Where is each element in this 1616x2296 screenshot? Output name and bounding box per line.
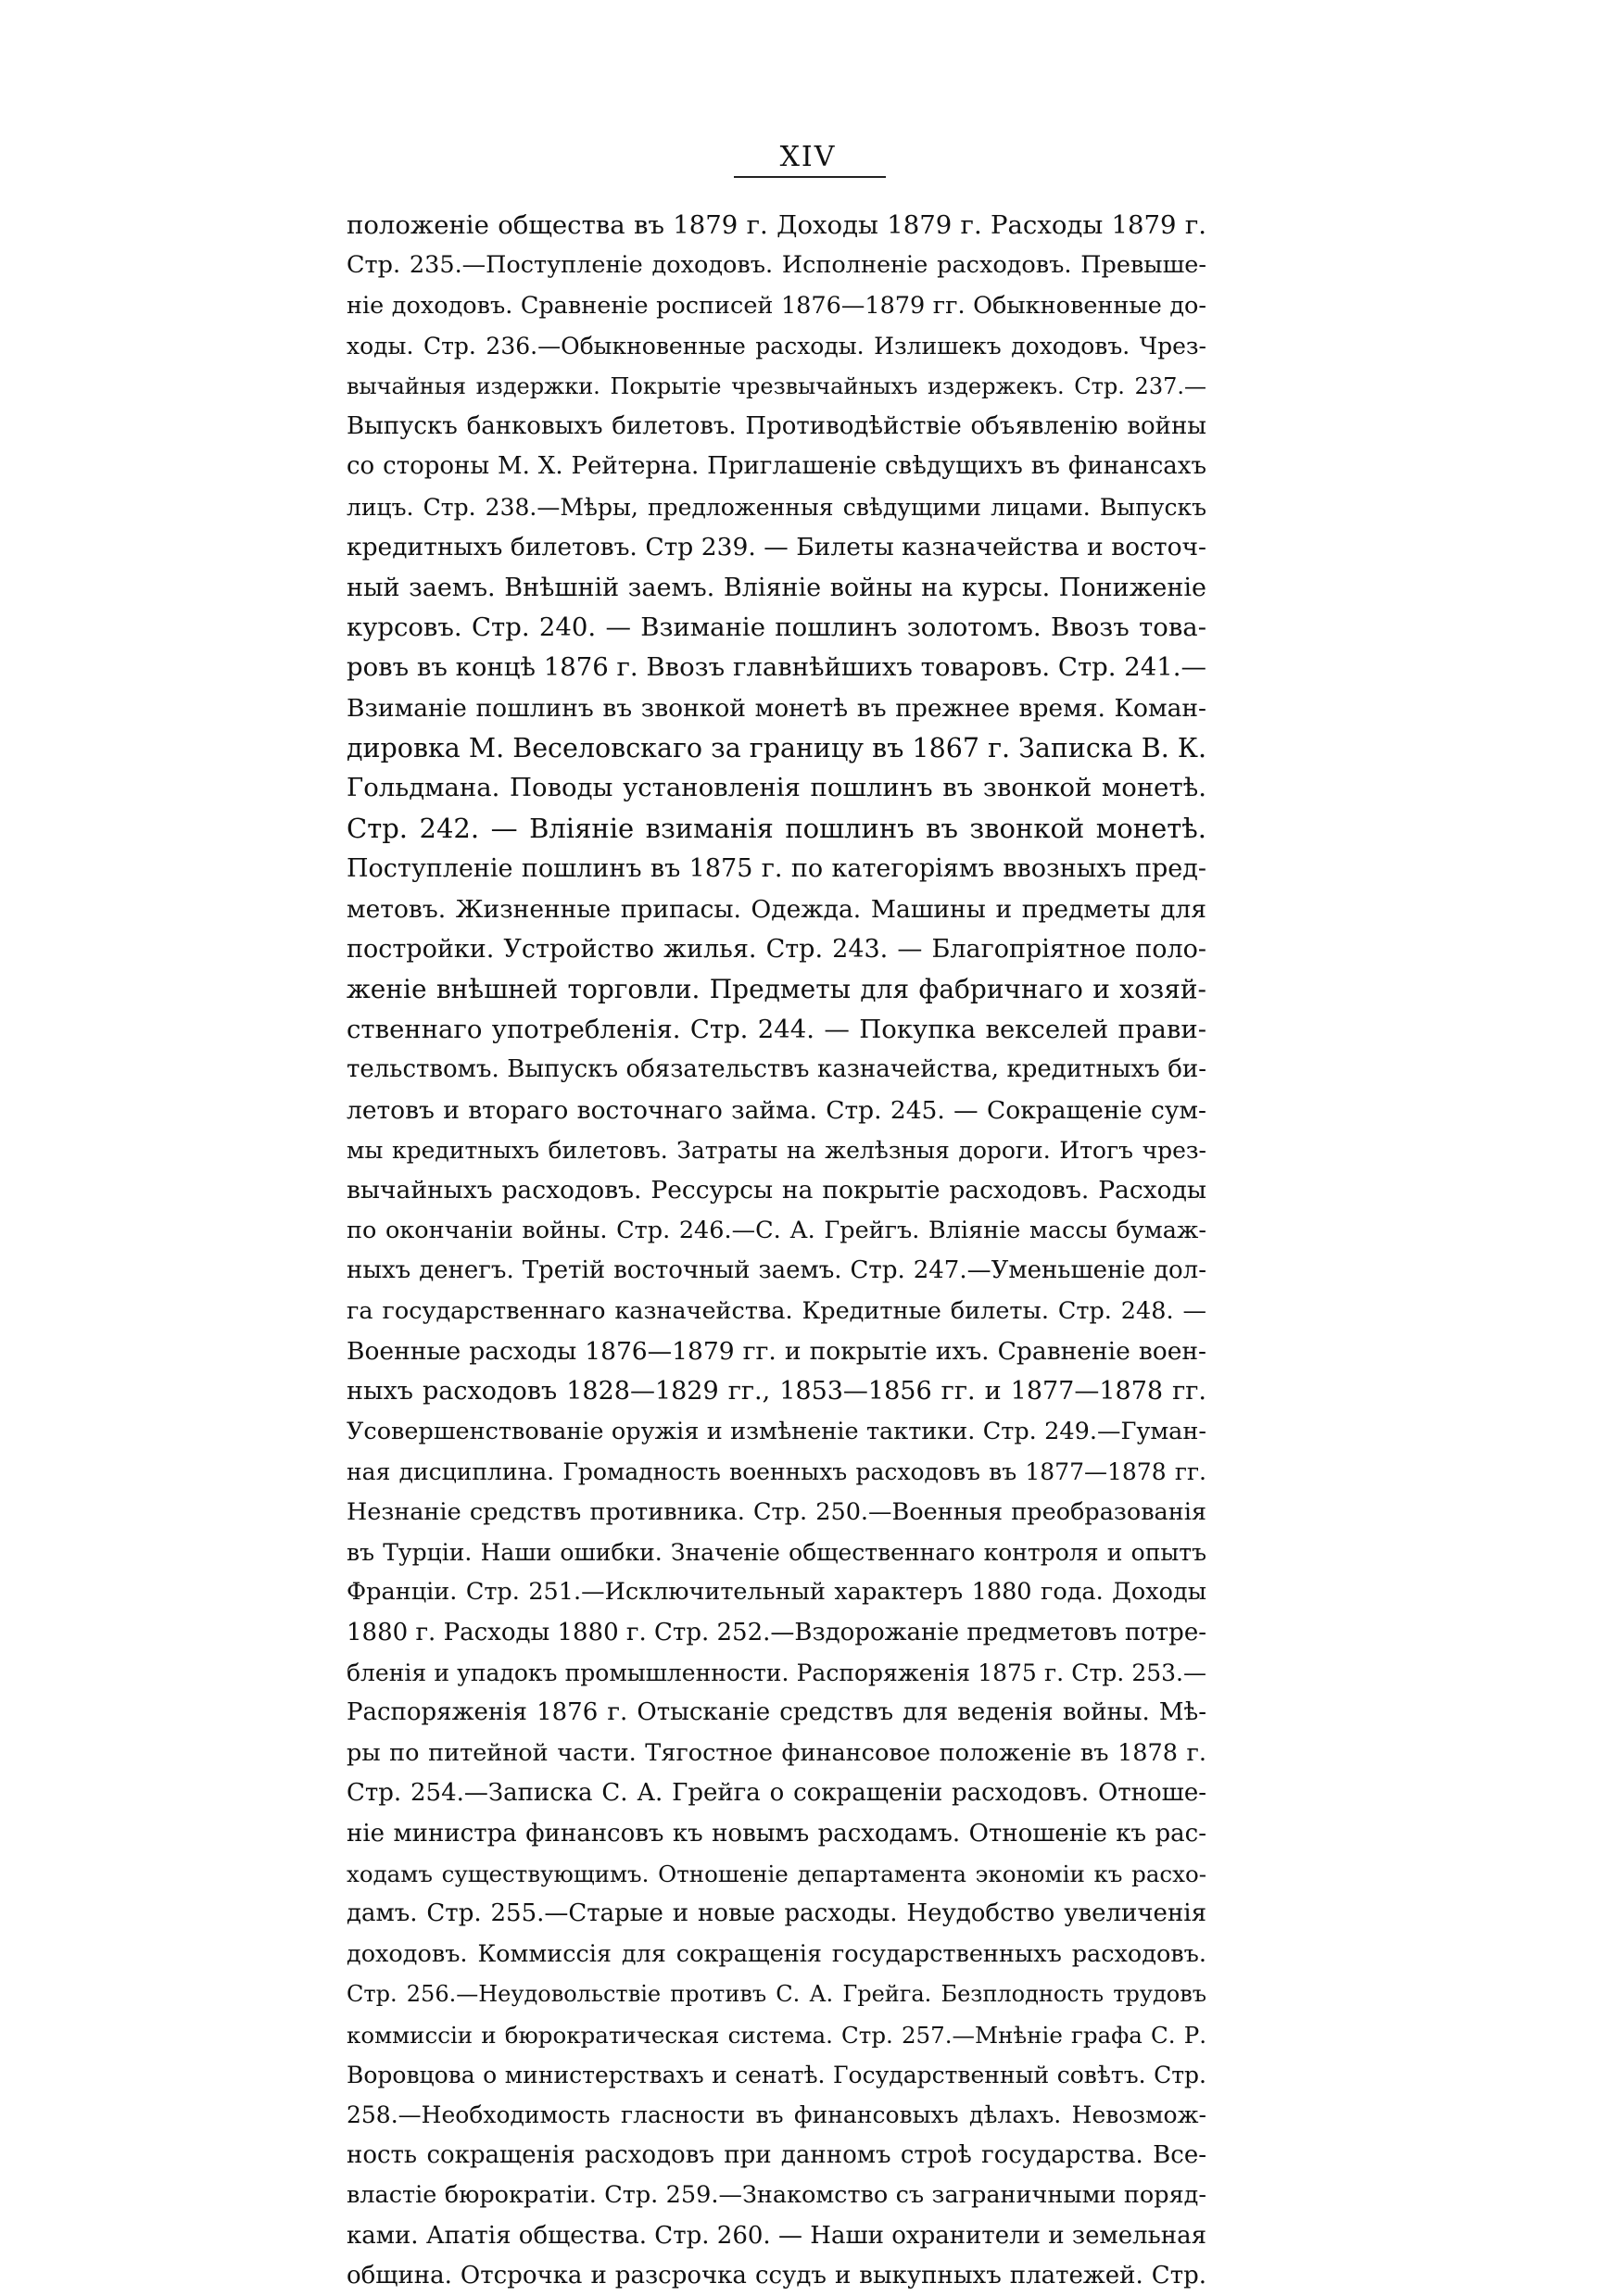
text-line: по окончаніи войны. Стр. 246.—С. А. Грейгъ. Вліяніе массы бумаж- bbox=[347, 1216, 1206, 1244]
text-line: ками. Апатія общества. Стр. 260. — Наши охранители и земельная bbox=[347, 2221, 1206, 2250]
text-line: въ Турціи. Наши ошибки. Значеніе общественнаго контроля и опытъ bbox=[347, 1538, 1206, 1566]
text-line: вычайныя издержки. Покрытіе чрезвычайныхъ издержекъ. Стр. 237.— bbox=[347, 372, 1206, 399]
text-line: коммиссіи и бюрократическая система. Стр. 257.—Мнѣніе графа С. Р. bbox=[347, 2021, 1206, 2049]
text-line: властіе бюрократіи. Стр. 259.—Знакомство съ заграничными поряд- bbox=[347, 2181, 1206, 2210]
text-line: дамъ. Стр. 255.—Старые и новые расходы. Неудобство увеличенія bbox=[347, 1899, 1206, 1928]
text-line: 258.—Необходимость гласности въ финансовыхъ дѣлахъ. Невозмож- bbox=[347, 2101, 1206, 2129]
text-line: тельствомъ. Выпускъ обязательствъ казначейства, кредитныхъ би- bbox=[347, 1055, 1206, 1084]
text-line: Поступленіе пошлинъ въ 1875 г. по категоріямъ ввозныхъ пред- bbox=[347, 854, 1206, 884]
text-line: дировка М. Веселовскаго за границу въ 1867 г. Записка В. К. bbox=[347, 733, 1206, 764]
text-line: доходовъ. Коммиссія для сокращенія государственныхъ расходовъ. bbox=[347, 1939, 1206, 1968]
text-line: ственнаго употребленія. Стр. 244. — Покупка векселей прави- bbox=[347, 1014, 1206, 1044]
text-line: ходы. Стр. 236.—Обыкновенные расходы. Излишекъ доходовъ. Чрез- bbox=[347, 333, 1206, 360]
text-line: Распоряженія 1876 г. Отысканіе средствъ для веденія войны. Мѣ- bbox=[347, 1698, 1206, 1727]
text-line: постройки. Устройство жилья. Стр. 243. — Благопріятное поло- bbox=[347, 935, 1206, 965]
text-line: бленія и упадокъ промышленности. Распоряженія 1875 г. Стр. 253.— bbox=[347, 1659, 1206, 1687]
text-line: положеніе общества въ 1879 г. Доходы 1879 г. Расходы 1879 г. bbox=[347, 210, 1206, 240]
text-line: со стороны М. Х. Рейтерна. Приглашеніе свѣдущихъ въ финансахъ bbox=[347, 452, 1206, 481]
text-line: женіе внѣшней торговли. Предметы для фабричнаго и хозяй- bbox=[347, 974, 1206, 1005]
text-line: Стр. 254.—Записка С. А. Грейга о сокращеніи расходовъ. Отноше- bbox=[347, 1779, 1206, 1808]
text-line: курсовъ. Стр. 240. — Взиманіе пошлинъ золотомъ. Ввозъ това- bbox=[347, 612, 1206, 642]
text-line: Выпускъ банковыхъ билетовъ. Противодѣйствіе объявленію войны bbox=[347, 411, 1206, 440]
body-text bbox=[347, 206, 1206, 2296]
text-line: 1880 г. Расходы 1880 г. Стр. 252.—Вздорожаніе предметовъ потре- bbox=[347, 1618, 1206, 1646]
text-line: метовъ. Жизненные припасы. Одежда. Машины и предметы для bbox=[347, 894, 1206, 924]
text-line: ныхъ денегъ. Третій восточный заемъ. Стр. 247.—Уменьшеніе дол- bbox=[347, 1256, 1206, 1285]
text-line: ность сокращенія расходовъ при данномъ строѣ государства. Все- bbox=[347, 2140, 1206, 2169]
text-line: Воровцова о министерствахъ и сенатѣ. Государственный совѣтъ. Стр. bbox=[347, 2061, 1206, 2088]
text-line: Франціи. Стр. 251.—Исключительный характеръ 1880 года. Доходы bbox=[347, 1578, 1206, 1607]
text-line: ный заемъ. Внѣшній заемъ. Вліяніе войны на курсы. Пониженіе bbox=[347, 573, 1206, 602]
text-line: Стр. 242. — Вліяніе взиманія пошлинъ въ звонкой монетѣ. bbox=[347, 812, 1206, 844]
text-line: летовъ и втораго восточнаго займа. Стр. 245. — Сокращеніе сум- bbox=[347, 1095, 1206, 1125]
text-line: ная дисциплина. Громадность военныхъ расходовъ въ 1877—1878 гг. bbox=[347, 1458, 1206, 1486]
text-line: Усовершенствованіе оружія и измѣненіе тактики. Стр. 249.—Гуман- bbox=[347, 1417, 1206, 1445]
text-line: га государственнаго казначейства. Кредитные билеты. Стр. 248. — bbox=[347, 1296, 1206, 1325]
text-line: кредитныхъ билетовъ. Стр 239. — Билеты казначейства и восточ- bbox=[347, 533, 1206, 562]
text-line: ходамъ существующимъ. Отношеніе департамента экономіи къ расхо- bbox=[347, 1861, 1206, 1888]
text-line: община. Отсрочка и разсрочка ссудъ и выкупныхъ платежей. Стр. bbox=[347, 2261, 1206, 2290]
text-line: Стр. 256.—Неудовольствіе противъ С. А. Грейга. Безплодность трудовъ bbox=[347, 1981, 1206, 2008]
header-rule bbox=[734, 176, 886, 178]
text-line: Стр. 235.—Поступленіе доходовъ. Исполненіе расходовъ. Превыше- bbox=[347, 251, 1206, 280]
text-line: Взиманіе пошлинъ въ звонкой монетѣ въ прежнее время. Коман- bbox=[347, 693, 1206, 723]
text-line: ровъ въ концѣ 1876 г. Ввозъ главнѣйшихъ товаровъ. Стр. 241.— bbox=[347, 652, 1206, 683]
text-line: мы кредитныхъ билетовъ. Затраты на желѣзныя дороги. Итогъ чрез- bbox=[347, 1136, 1206, 1164]
text-line: вычайныхъ расходовъ. Рессурсы на покрытіе расходовъ. Расходы bbox=[347, 1176, 1206, 1205]
text-line: Незнаніе средствъ противника. Стр. 250.—Военныя преобразованія bbox=[347, 1497, 1206, 1526]
text-line: ніе министра финансовъ къ новымъ расходамъ. Отношеніе къ рас- bbox=[347, 1819, 1206, 1848]
text-line: ры по питейной части. Тягостное финансовое положеніе въ 1878 г. bbox=[347, 1738, 1206, 1767]
page-number: XIV bbox=[779, 141, 837, 173]
text-line: Военные расходы 1876—1879 гг. и покрытіе ихъ. Сравненіе воен- bbox=[347, 1336, 1206, 1366]
text-line: ніе доходовъ. Сравненіе росписей 1876—1879 гг. Обыкновенные до- bbox=[347, 291, 1206, 320]
text-line: лицъ. Стр. 238.—Мѣры, предложенныя свѣдущими лицами. Выпускъ bbox=[347, 493, 1206, 521]
text-line: ныхъ расходовъ 1828—1829 гг., 1853—1856 гг. и 1877—1878 гг. bbox=[347, 1377, 1206, 1407]
text-line: Гольдмана. Поводы установленія пошлинъ въ звонкой монетѣ. bbox=[347, 773, 1206, 803]
